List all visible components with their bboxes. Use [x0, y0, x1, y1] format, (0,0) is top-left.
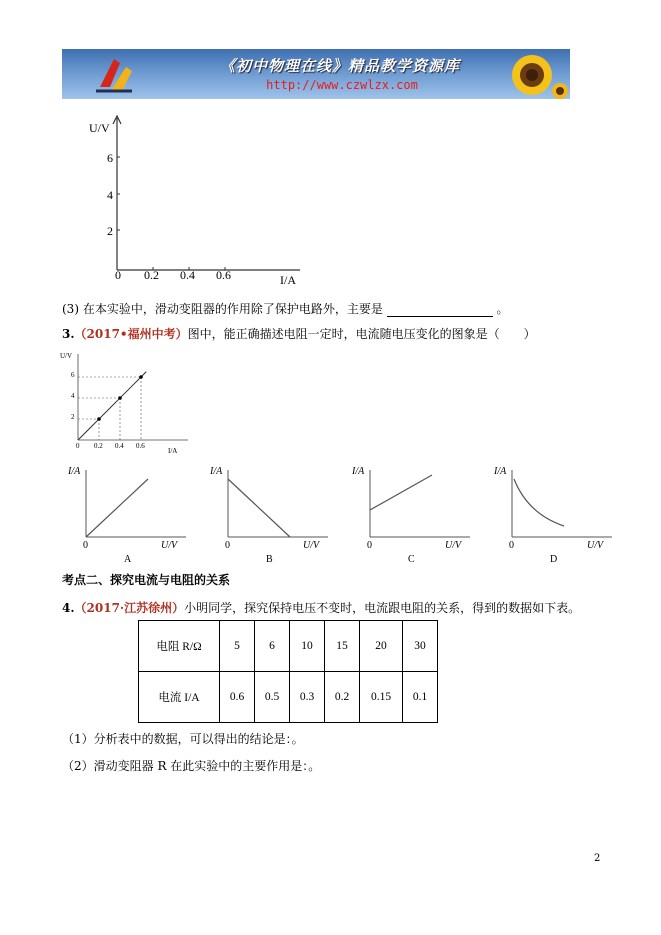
header-banner: [62, 49, 570, 99]
ui-graph: [58, 348, 188, 456]
table-cell: 30: [403, 621, 438, 672]
x-tick-label: 0.6: [136, 442, 145, 450]
data-point: [139, 375, 143, 379]
section-title: 考点二、探究电流与电阻的关系: [62, 573, 231, 587]
sunflower-icon: [502, 51, 568, 99]
table-cell: 6: [255, 621, 290, 672]
q4-sub-1: （1）分析表中的数据，可以得出的结论是：。: [62, 732, 304, 746]
origin-label: 0: [509, 540, 514, 551]
graph-line: [514, 479, 564, 526]
x-tick-label: 0.2: [94, 442, 103, 450]
y-axis-label: I/A: [68, 466, 81, 477]
data-point: [118, 396, 122, 400]
table-cell: 5: [220, 621, 255, 672]
origin-label: 0: [225, 540, 230, 551]
graph-line: [228, 479, 290, 537]
table-cell: 20: [360, 621, 403, 672]
data-marks: [78, 372, 146, 440]
table-cell: 0.3: [290, 672, 325, 723]
origin-label: 0: [367, 540, 372, 551]
page-number: 2: [594, 853, 601, 864]
table-row-header: 电阻 R/Ω: [139, 621, 220, 672]
y-axis-label: U/V: [60, 352, 73, 360]
table-cell: 0.1: [403, 672, 438, 723]
graph-line: [86, 479, 148, 537]
x-axis-label: U/V: [587, 540, 604, 551]
table-cell: 10: [290, 621, 325, 672]
table-cell: 0.6: [220, 672, 255, 723]
origin-label: 0: [76, 442, 80, 450]
y-axis-label: U/V: [89, 121, 110, 135]
y-tick-label: 2: [107, 224, 113, 238]
q3-text: 图中，能正确描述电阻一定时，电流随电压变化的图象是（ ）: [187, 327, 536, 341]
y-axis-label: I/A: [352, 466, 365, 477]
table-row: [139, 672, 438, 723]
option-graph-b[interactable]: [204, 462, 334, 566]
y-axis-label: I/A: [210, 466, 223, 477]
x-axis-label: U/V: [445, 540, 462, 551]
q4-number: 4.: [62, 601, 75, 615]
banner-title: 《初中物理在线》精品教学资源库: [219, 57, 460, 75]
q2-part3-label: (3): [62, 302, 79, 316]
y-tick-label: 2: [71, 413, 75, 421]
option-letter: B: [266, 554, 273, 565]
option-graph-a[interactable]: [62, 462, 192, 566]
question-3: [62, 326, 536, 342]
y-axis-label: I/A: [494, 466, 507, 477]
table-cell: 15: [325, 621, 360, 672]
empty-graph: [80, 112, 320, 292]
y-tick-label: 4: [71, 392, 75, 400]
x-axis-label: I/A: [280, 273, 296, 287]
x-axis-label: U/V: [161, 540, 178, 551]
x-axis-label: U/V: [303, 540, 320, 551]
question-4: [62, 600, 580, 616]
q3-source: （2017•福州中考）: [74, 327, 188, 341]
graph-line: [370, 475, 432, 510]
q2-part3-end: 。: [496, 302, 509, 316]
x-tick-label: 0.6: [216, 268, 231, 282]
answer-blank[interactable]: [387, 304, 493, 317]
q2-part3-text: 在本实验中，滑动变阻器的作用除了保护电路外，主要是: [82, 302, 383, 316]
table-row-header: 电流 I/A: [139, 672, 220, 723]
option-graph-d[interactable]: [488, 462, 618, 566]
option-letter: D: [550, 554, 558, 565]
data-table: [138, 620, 438, 723]
x-tick-label: 0.4: [115, 442, 124, 450]
y-tick-label: 6: [107, 151, 113, 165]
table-cell: 0.15: [360, 672, 403, 723]
q4-text: 小明同学，探究保持电压不变时，电流跟电阻的关系，得到的数据如下表。: [184, 601, 581, 615]
option-graph-c[interactable]: [346, 462, 476, 566]
logo-icon: [92, 53, 136, 95]
origin-label: 0: [115, 268, 121, 282]
option-letter: A: [124, 554, 132, 565]
x-tick-label: 0.4: [180, 268, 195, 282]
x-axis-label: I/A: [168, 447, 178, 455]
x-tick-label: 0.2: [144, 268, 159, 282]
q4-sub-2: （2）滑动变阻器 R 在此实验中的主要作用是：。: [62, 759, 321, 773]
table-cell: 0.2: [325, 672, 360, 723]
q2-part3: [62, 301, 509, 317]
option-letter: C: [408, 554, 415, 565]
y-tick-label: 6: [71, 371, 75, 379]
q3-number: 3.: [62, 327, 75, 341]
table-row: [139, 621, 438, 672]
data-point: [97, 417, 101, 421]
q4-source: （2017·江苏徐州）: [74, 601, 185, 615]
y-tick-label: 4: [107, 188, 113, 202]
banner-url: http://www.czwlzx.com: [266, 78, 418, 92]
origin-label: 0: [83, 540, 88, 551]
table-cell: 0.5: [255, 672, 290, 723]
data-line: [78, 372, 146, 440]
